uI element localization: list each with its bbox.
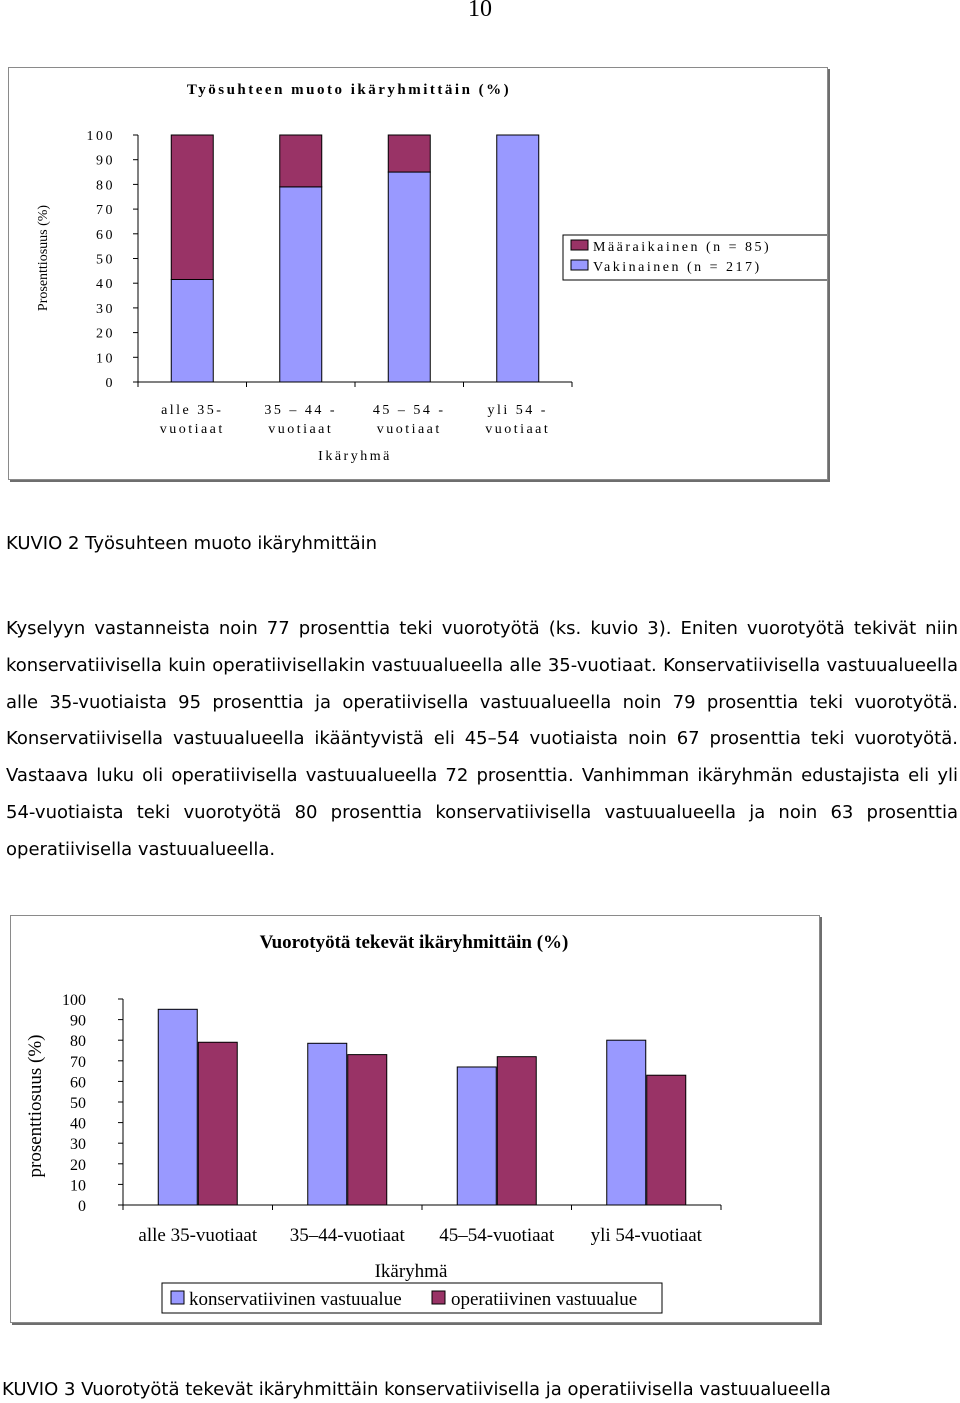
chart1-legend-label: Määraikainen (n = 85): [593, 240, 772, 255]
chart2-legend-swatch: [432, 1291, 445, 1304]
chart2-ytick-label: 0: [78, 1198, 86, 1215]
chart2-bar-konservatiivinen: [457, 1067, 496, 1205]
chart2-ylabel: prosenttiosuus (%): [25, 1034, 46, 1178]
chart2-ytick-label: 30: [70, 1136, 86, 1154]
chart1-ytick-label: 90: [96, 153, 115, 169]
body-paragraph: Kyselyyn vastanneista noin 77 prosenttia teki vuorotyötä (ks. kuvio 3). Eniten vuorotyötä tekivät niin konservatiivisella kuin operatiivisellakin vastuualueella alle 35-vuotiaat. Konservatiivisella vastuualueella alle 35-vuotiaista 95 prosenttia ja operatiivisella vastuualueella noin 79 prosenttia teki vuorotyötä. Konservatiivisella vastuualueella ikääntyvistä eli 45–54 vuotiaista noin 67 prosenttia teki vuorotyötä. Vastaava luku oli operatiivisella vastuualueella 72 prosenttia. Vanhimman ikäryhmän edustajista eli yli 54-vuotiaista teki vuorotyötä 80 prosenttia konservatiivisella vastuualueella ja noin 63 prosenttia operatiivisella vastuualueella.: [6, 618, 958, 860]
chart1-ytick-label: 0: [105, 376, 115, 391]
chart2-bar-konservatiivinen: [607, 1040, 646, 1205]
chart1-ytick-label: 40: [96, 277, 115, 293]
chart2-legend-label: operatiivinen vastuualue: [451, 1289, 638, 1310]
chart2-category-label: 45–54-vuotiaat: [439, 1225, 555, 1246]
employment-type-chart: [8, 67, 828, 480]
chart2-ytick-label: 60: [70, 1074, 86, 1092]
chart1-bar-vakinainen: [388, 172, 430, 382]
chart1-bar-maaraikainen: [388, 135, 430, 172]
chart1-legend-swatch: [571, 260, 588, 270]
chart1-bar-maaraikainen: [280, 135, 322, 187]
chart1-bar-vakinainen: [280, 187, 322, 382]
chart1-ytick-label: 10: [96, 351, 115, 367]
chart1-category-label: 45 – 54 -: [372, 403, 446, 418]
chart1-xlabel: Ikäryhmä: [318, 449, 392, 464]
chart1-ytick-label: 50: [96, 252, 115, 268]
chart1-category-label: 35 – 44 -: [264, 403, 338, 418]
chart2-category-label: alle 35-vuotiaat: [138, 1225, 258, 1246]
chart1-ytick-label: 60: [96, 227, 115, 243]
chart1-ytick-label: 100: [86, 129, 115, 144]
chart1-category-label: vuotiaat: [268, 422, 334, 437]
chart2-ytick-label: 90: [70, 1012, 86, 1030]
shift-work-chart-svg: [11, 916, 819, 1322]
chart1-legend-label: Vakinainen (n = 217): [593, 260, 762, 275]
chart2-ytick-label: 20: [70, 1156, 86, 1174]
chart1-category-label: vuotiaat: [159, 422, 225, 437]
chart2-bar-konservatiivinen: [308, 1043, 347, 1205]
chart2-legend-swatch: [171, 1291, 184, 1304]
chart1-bar-vakinainen: [171, 279, 213, 382]
figure2-caption: KUVIO 2 Työsuhteen muoto ikäryhmittäin: [6, 533, 378, 554]
page-number: 10: [468, 0, 492, 22]
chart2-legend-label: konservatiivinen vastuualue: [189, 1289, 402, 1310]
chart1-category-label: vuotiaat: [376, 422, 442, 437]
chart2-xlabel: Ikäryhmä: [374, 1261, 448, 1282]
chart2-bar-konservatiivinen: [158, 1009, 197, 1205]
chart1-ytick-label: 30: [96, 301, 115, 317]
chart1-ytick-label: 80: [96, 178, 115, 194]
chart2-ytick-label: 10: [70, 1177, 86, 1195]
chart2-ytick-label: 40: [70, 1115, 86, 1133]
chart2-bar-operatiivinen: [497, 1057, 536, 1205]
chart2-ytick-label: 70: [70, 1053, 86, 1071]
chart1-ytick-label: 20: [96, 326, 115, 342]
chart1-legend-swatch: [571, 240, 588, 250]
chart1-ylabel: Prosenttiosuus (%): [36, 204, 51, 312]
chart1-category-label: alle 35-: [161, 403, 224, 418]
chart1-bar-maaraikainen: [171, 135, 213, 279]
chart2-category-label: 35–44-vuotiaat: [289, 1225, 405, 1246]
chart2-ytick-label: 50: [70, 1095, 86, 1112]
chart1-ytick-label: 70: [96, 203, 115, 219]
chart2-title: Vuorotyötä tekevät ikäryhmittäin (%): [259, 932, 569, 953]
figure3-caption: KUVIO 3 Vuorotyötä tekevät ikäryhmittäin konservatiivisella ja operatiivisella vastuualueella: [2, 1379, 831, 1400]
chart2-ytick-label: 100: [62, 992, 86, 1009]
chart1-title: Työsuhteen muoto ikäryhmittäin (%): [186, 82, 512, 98]
chart1-category-label: yli 54 -: [487, 403, 548, 418]
chart2-category-label: yli 54-vuotiaat: [590, 1225, 702, 1246]
chart2-ytick-label: 80: [70, 1033, 86, 1051]
chart1-category-label: vuotiaat: [485, 422, 551, 437]
shift-work-chart: [10, 915, 820, 1323]
chart2-bar-operatiivinen: [348, 1055, 387, 1205]
employment-type-chart-svg: [9, 68, 827, 479]
chart2-bar-operatiivinen: [647, 1075, 686, 1205]
chart2-bar-operatiivinen: [198, 1042, 237, 1205]
chart1-bar-vakinainen: [497, 135, 539, 382]
